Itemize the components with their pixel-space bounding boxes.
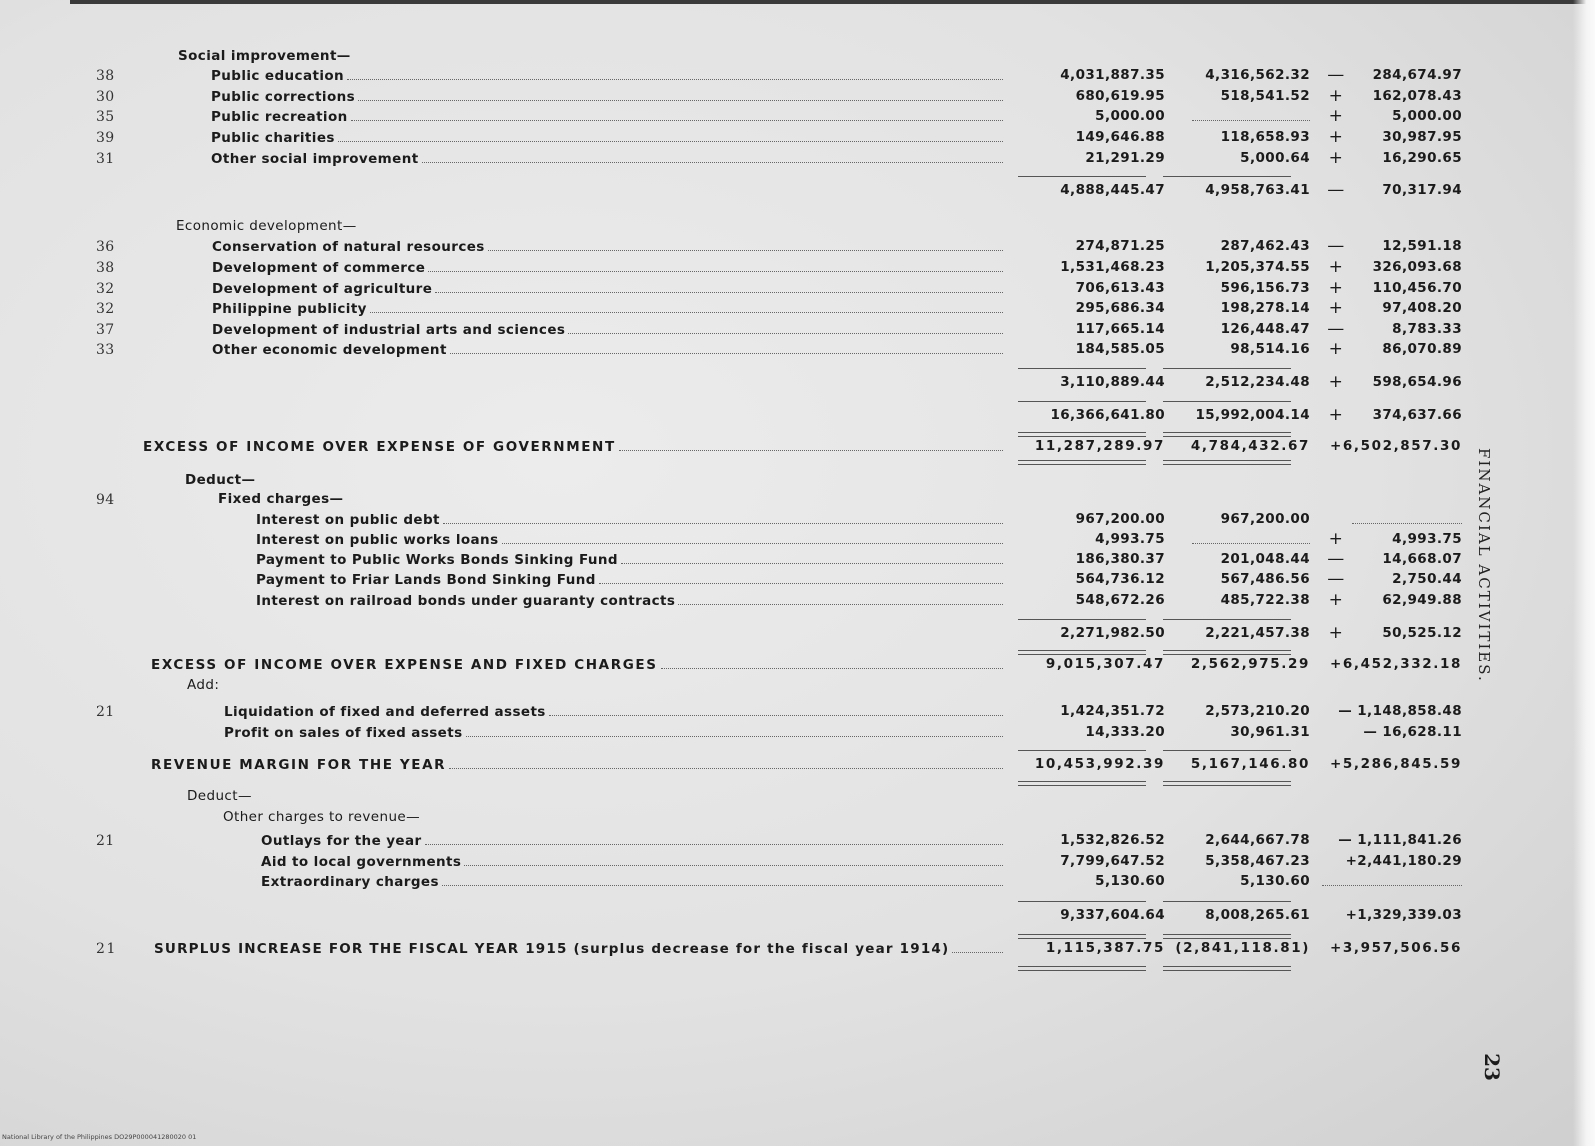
amount-1915: 9,015,307.47 <box>1045 656 1165 672</box>
rule-line <box>1163 970 1291 971</box>
row-label: Development of industrial arts and sciences <box>212 321 1003 338</box>
amount-1915: 564,736.12 <box>1075 571 1165 587</box>
amount-change-blank <box>1322 873 1462 890</box>
rule-line <box>1018 781 1146 782</box>
heading-text: Fixed charges— <box>218 491 344 507</box>
amount-1914: 287,462.43 <box>1220 238 1310 254</box>
amount-1914: 5,000.64 <box>1240 150 1310 166</box>
amount-1915: 4,031,887.35 <box>1060 67 1165 83</box>
row-label: Extraordinary charges <box>261 873 1003 890</box>
amount-1915: 967,200.00 <box>1075 511 1165 527</box>
table-row <box>0 280 1595 300</box>
rule-line <box>1163 785 1291 786</box>
credit-text: National Library of the Philippines DO29P000041280020 01 <box>2 1133 197 1141</box>
rule-line <box>1018 460 1146 461</box>
table-row <box>0 341 1595 361</box>
line-number: 31 <box>96 151 115 167</box>
amount-change: 16,290.65 <box>1382 150 1462 166</box>
change-sign: + <box>1328 405 1344 425</box>
total-1915: 3,110,889.44 <box>1060 374 1165 390</box>
rule-line <box>1163 781 1291 782</box>
amount-1914: 967,200.00 <box>1220 511 1310 527</box>
table-row <box>0 571 1595 591</box>
total-row <box>0 625 1595 645</box>
line-number: 30 <box>96 89 115 105</box>
table-row <box>0 531 1595 551</box>
change-sign: — <box>1327 549 1345 569</box>
table-row <box>0 511 1595 531</box>
total-1914: 4,958,763.41 <box>1205 182 1310 198</box>
amount-1915: 21,291.29 <box>1085 150 1165 166</box>
amount-1914-blank <box>1170 531 1310 548</box>
amount-change: +5,286,845.59 <box>1329 756 1462 772</box>
top-edge-line <box>70 0 1590 4</box>
amount-change: 14,668.07 <box>1382 551 1462 567</box>
rule-line <box>1018 436 1146 437</box>
rule-line <box>1018 176 1146 177</box>
amount-change: +6,452,332.18 <box>1329 656 1462 672</box>
amount-change: 284,674.97 <box>1372 67 1462 83</box>
amount-1915: 274,871.25 <box>1075 238 1165 254</box>
heading-text: Deduct— <box>185 472 256 488</box>
amount-1914: 118,658.93 <box>1220 129 1310 145</box>
rule-line <box>1163 368 1291 369</box>
row-surplus <box>0 940 1595 960</box>
line-number: 21 <box>96 941 118 957</box>
deduct-heading <box>0 472 1595 492</box>
table-row <box>0 592 1595 612</box>
table-row <box>0 67 1595 87</box>
amount-1915: 5,000.00 <box>1095 108 1165 124</box>
row-label: Interest on railroad bonds under guaranty contracts <box>256 592 1003 609</box>
amount-1915: 149,646.88 <box>1075 129 1165 145</box>
amount-change: +6,502,857.30 <box>1329 438 1462 454</box>
amount-1915: 4,993.75 <box>1095 531 1165 547</box>
change-sign: + <box>1328 86 1344 106</box>
total-row <box>0 182 1595 202</box>
amount-change: +3,957,506.56 <box>1329 940 1462 956</box>
rule-line <box>1018 970 1146 971</box>
amount-1914: 567,486.56 <box>1220 571 1310 587</box>
change-sign: + <box>1328 127 1344 147</box>
total-1915: 16,366,641.80 <box>1050 407 1165 423</box>
change-sign: + <box>1328 529 1344 549</box>
rule-line <box>1163 436 1291 437</box>
line-number: 21 <box>96 704 115 720</box>
amount-change: 86,070.89 <box>1382 341 1462 357</box>
row-label: Public corrections <box>211 88 1003 105</box>
amount-1915: 295,686.34 <box>1075 300 1165 316</box>
amount-1915: 1,424,351.72 <box>1060 703 1165 719</box>
line-number: 94 <box>96 492 115 508</box>
row-label: Development of agriculture <box>212 280 1003 297</box>
amount-change: 110,456.70 <box>1372 280 1462 296</box>
add-heading <box>0 677 1595 697</box>
table-row <box>0 551 1595 571</box>
amount-change: — 1,111,841.26 <box>1338 832 1462 848</box>
amount-change-blank <box>1352 511 1462 528</box>
rule-line <box>1163 401 1291 402</box>
total-1914: 2,512,234.48 <box>1205 374 1310 390</box>
line-number: 39 <box>96 130 115 146</box>
running-title: FINANCIAL ACTIVITIES. <box>1475 448 1493 683</box>
total-change: 598,654.96 <box>1372 374 1462 390</box>
row-label: Other social improvement <box>211 150 1003 167</box>
rule-line <box>1018 401 1146 402</box>
change-sign: + <box>1328 106 1344 126</box>
amount-1914: 2,562,975.29 <box>1190 656 1310 672</box>
rule-line <box>1163 464 1291 465</box>
change-sign: — <box>1327 65 1345 85</box>
table-row <box>0 300 1595 320</box>
rule-line <box>1018 650 1146 651</box>
rule-line <box>1163 432 1291 433</box>
amount-change: — 1,148,858.48 <box>1338 703 1462 719</box>
change-sign: + <box>1328 278 1344 298</box>
section-heading-economic <box>0 218 1595 238</box>
total-change: +1,329,339.03 <box>1345 907 1462 923</box>
rule-line <box>1163 650 1291 651</box>
amount-change: 8,783.33 <box>1392 321 1462 337</box>
change-sign: + <box>1328 623 1344 643</box>
line-number: 21 <box>96 833 115 849</box>
total-1915: 9,337,604.64 <box>1060 907 1165 923</box>
total-1915: 2,271,982.50 <box>1060 625 1165 641</box>
table-row <box>0 238 1595 258</box>
rule-line <box>1163 619 1291 620</box>
table-row <box>0 321 1595 341</box>
amount-1914-blank <box>1170 108 1310 125</box>
line-number: 38 <box>96 260 115 276</box>
amount-1915: 5,130.60 <box>1095 873 1165 889</box>
row-label: Public education <box>211 67 1003 84</box>
rule-line <box>1163 934 1291 935</box>
row-label: EXCESS OF INCOME OVER EXPENSE AND FIXED CHARGES <box>151 656 1003 673</box>
rule-line <box>1018 938 1146 939</box>
page-number: 23 <box>1479 1053 1504 1081</box>
amount-1915: 117,665.14 <box>1075 321 1165 337</box>
total-change: 374,637.66 <box>1372 407 1462 423</box>
fixed-charges-heading <box>0 491 1595 511</box>
change-sign: + <box>1328 257 1344 277</box>
line-number: 38 <box>96 68 115 84</box>
amount-1915: 548,672.26 <box>1075 592 1165 608</box>
amount-change: 162,078.43 <box>1372 88 1462 104</box>
rule-line <box>1163 654 1291 655</box>
rule-line <box>1163 966 1291 967</box>
rule-line <box>1163 901 1291 902</box>
table-row <box>0 873 1595 893</box>
change-sign: + <box>1328 148 1344 168</box>
total-1914: 8,008,265.61 <box>1205 907 1310 923</box>
amount-1915: 11,287,289.97 <box>1034 438 1165 454</box>
line-number: 32 <box>96 281 115 297</box>
rule-line <box>1018 934 1146 935</box>
rule-line <box>1163 460 1291 461</box>
row-label: Liquidation of fixed and deferred assets <box>224 703 1003 720</box>
change-sign: + <box>1328 298 1344 318</box>
row-label: EXCESS OF INCOME OVER EXPENSE OF GOVERNMENT <box>143 438 1003 455</box>
amount-1914: 126,448.47 <box>1220 321 1310 337</box>
table-row <box>0 88 1595 108</box>
row-label: Conservation of natural resources <box>212 238 1003 255</box>
amount-1914: 485,722.38 <box>1220 592 1310 608</box>
rule-line <box>1163 176 1291 177</box>
row-label: Outlays for the year <box>261 832 1003 849</box>
amount-1915: 1,532,826.52 <box>1060 832 1165 848</box>
total-1914: 2,221,457.38 <box>1205 625 1310 641</box>
amount-change: +2,441,180.29 <box>1345 853 1462 869</box>
row-label: Interest on public debt <box>256 511 1003 528</box>
table-row <box>0 853 1595 873</box>
row-revenue-margin <box>0 756 1595 776</box>
amount-change: 4,993.75 <box>1392 531 1462 547</box>
row-excess-fixed <box>0 656 1595 676</box>
row-excess-income <box>0 438 1595 458</box>
table-row <box>0 150 1595 170</box>
amount-1914: 30,961.31 <box>1230 724 1310 740</box>
change-sign: — <box>1327 236 1345 256</box>
row-label: Other economic development <box>212 341 1003 358</box>
amount-1914: 5,167,146.80 <box>1190 756 1310 772</box>
amount-change: — 16,628.11 <box>1363 724 1462 740</box>
total-row <box>0 374 1595 394</box>
heading-text: Social improvement— <box>178 48 351 64</box>
table-row <box>0 703 1595 723</box>
amount-change: 12,591.18 <box>1382 238 1462 254</box>
amount-1914: 201,048.44 <box>1220 551 1310 567</box>
amount-change: 5,000.00 <box>1392 108 1462 124</box>
total-change: 70,317.94 <box>1382 182 1462 198</box>
rule-line <box>1163 938 1291 939</box>
line-number: 32 <box>96 301 115 317</box>
row-label: Payment to Friar Lands Bond Sinking Fund <box>256 571 1003 588</box>
amount-1915: 10,453,992.39 <box>1034 756 1165 772</box>
table-row <box>0 724 1595 744</box>
amount-1914: 596,156.73 <box>1220 280 1310 296</box>
rule-line <box>1018 785 1146 786</box>
row-label: Payment to Public Works Bonds Sinking Fund <box>256 551 1003 568</box>
row-label: REVENUE MARGIN FOR THE YEAR <box>151 756 1003 773</box>
amount-change: 97,408.20 <box>1382 300 1462 316</box>
table-row <box>0 259 1595 279</box>
change-sign: + <box>1328 590 1344 610</box>
amount-1915: 186,380.37 <box>1075 551 1165 567</box>
deduct-heading-2 <box>0 788 1595 808</box>
amount-1914: 1,205,374.55 <box>1205 259 1310 275</box>
total-1914: 15,992,004.14 <box>1195 407 1310 423</box>
section-heading-social <box>0 48 1595 68</box>
rule-line <box>1018 368 1146 369</box>
rule-line <box>1018 750 1146 751</box>
amount-1914: 518,541.52 <box>1220 88 1310 104</box>
heading-text: Other charges to revenue— <box>223 809 421 825</box>
amount-1914: (2,841,118.81) <box>1175 940 1310 956</box>
total-row <box>0 407 1595 427</box>
amount-1914: 98,514.16 <box>1230 341 1310 357</box>
rule-line <box>1018 654 1146 655</box>
rule-line <box>1018 432 1146 433</box>
row-label: Public recreation <box>211 108 1003 125</box>
change-sign: — <box>1327 569 1345 589</box>
table-row <box>0 108 1595 128</box>
rule-line <box>1163 750 1291 751</box>
table-row <box>0 832 1595 852</box>
amount-1915: 1,531,468.23 <box>1060 259 1165 275</box>
line-number: 37 <box>96 322 115 338</box>
amount-1915: 14,333.20 <box>1085 724 1165 740</box>
rule-line <box>1018 901 1146 902</box>
row-label: Development of commerce <box>212 259 1003 276</box>
table-row <box>0 129 1595 149</box>
amount-change: 62,949.88 <box>1382 592 1462 608</box>
heading-text: Economic development— <box>176 218 357 234</box>
amount-change: 326,093.68 <box>1372 259 1462 275</box>
row-label: Aid to local governments <box>261 853 1003 870</box>
amount-change: 30,987.95 <box>1382 129 1462 145</box>
amount-1914: 4,784,432.67 <box>1190 438 1310 454</box>
amount-1914: 198,278.14 <box>1220 300 1310 316</box>
heading-text: Add: <box>187 677 220 693</box>
change-sign: — <box>1327 319 1345 339</box>
line-number: 35 <box>96 109 115 125</box>
amount-1915: 7,799,647.52 <box>1060 853 1165 869</box>
amount-1914: 2,644,667.78 <box>1205 832 1310 848</box>
total-row <box>0 907 1595 927</box>
other-charges-heading <box>0 809 1595 829</box>
amount-1914: 4,316,562.32 <box>1205 67 1310 83</box>
amount-1915: 706,613.43 <box>1075 280 1165 296</box>
amount-1914: 5,130.60 <box>1240 873 1310 889</box>
amount-1915: 680,619.95 <box>1075 88 1165 104</box>
row-label: Profit on sales of fixed assets <box>224 724 1003 741</box>
change-sign: — <box>1327 180 1345 200</box>
total-change: 50,525.12 <box>1382 625 1462 641</box>
line-number: 33 <box>96 342 115 358</box>
row-label: Philippine publicity <box>212 300 1003 317</box>
line-number: 36 <box>96 239 115 255</box>
amount-1914: 5,358,467.23 <box>1205 853 1310 869</box>
change-sign: + <box>1328 339 1344 359</box>
row-label: SURPLUS INCREASE FOR THE FISCAL YEAR 1915 (surplus decrease for the fiscal year 1914) <box>154 940 1003 957</box>
row-label: Public charities <box>211 129 1003 146</box>
heading-text: Deduct— <box>187 788 252 804</box>
rule-line <box>1018 966 1146 967</box>
amount-1914: 2,573,210.20 <box>1205 703 1310 719</box>
change-sign: + <box>1328 372 1344 392</box>
total-1915: 4,888,445.47 <box>1060 182 1165 198</box>
rule-line <box>1018 619 1146 620</box>
rule-line <box>1018 464 1146 465</box>
amount-change: 2,750.44 <box>1392 571 1462 587</box>
row-label: Interest on public works loans <box>256 531 1003 548</box>
amount-1915: 184,585.05 <box>1075 341 1165 357</box>
amount-1915: 1,115,387.75 <box>1045 940 1165 956</box>
